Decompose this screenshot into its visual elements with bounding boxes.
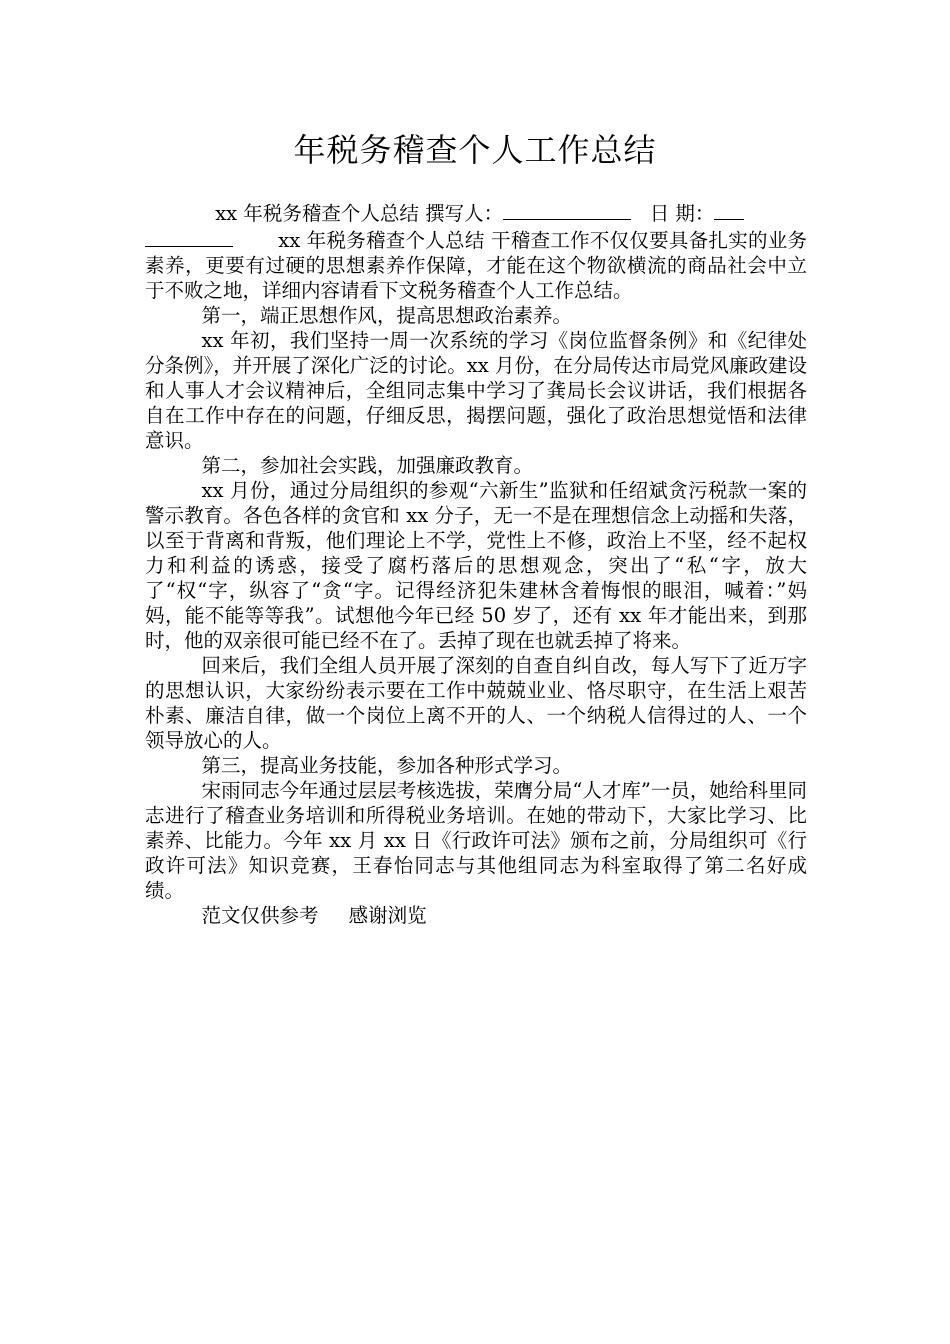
section-heading-1: 第一，端正思想作风，提高思想政治素养。 xyxy=(201,304,573,327)
date-label: 日 期： xyxy=(649,202,715,225)
paragraph-1: xx 年初，我们坚持一周一次系统的学习《岗位监督条例》和《纪律处分条例》，并开展了深化广泛的讨论。xx 月份，在分局传达市局党风廉政建设和人事人才会议精神后，全组同志集中学习了龚局长会议讲话，我们根据各自在工作中存在的问题，仔细反思，揭摆问题，强化了政治思想觉悟和法律意识。 xyxy=(145,329,807,452)
document-title: 年税务稽查个人工作总结 xyxy=(293,131,657,169)
footer-reference-text: 范文仅供参考 xyxy=(201,904,319,927)
section-heading-2: 第二，参加社会实践，加强廉政教育。 xyxy=(201,454,534,477)
document-body xyxy=(145,199,807,928)
footer-thanks-text: 感谢浏览 xyxy=(348,904,427,927)
footer-note xyxy=(145,903,807,928)
paragraph-2: xx 月份，通过分局组织的参观“六新生”监狱和任绍斌贪污税款一案的警示教育。各色各样的贪官和 xx 分子，无一不是在理想信念上动摇和失落，以至于背离和背叛，他们理论上不学，党性上不修，政治上不坚，经不起权力和利益的诱惑，接受了腐朽落后的思想观念，突出了“私“字，放大了“权“字，纵容了“贪“字。记得经济犯朱建林含着悔恨的眼泪，喊着：”妈妈，能不能等等我”。试想他今年已经 50 岁了，还有 xx 年才能出来，到那时，他的双亲很可能已经不在了。丢掉了现在也就丢掉了将来。 xyxy=(145,479,807,652)
date-blank xyxy=(714,199,744,220)
header-paragraph xyxy=(145,199,807,303)
header-summary-label: xx 年税务稽查个人总结 撰写人： xyxy=(215,202,504,225)
intro-text: xx 年税务稽查个人总结 干稽查工作不仅仅要具备扎实的业务素养，更要有过硬的思想素养作保障，才能在这个物欲横流的商品社会中立于不败之地，详细内容请看下文税务稽查个人工作总结。 xyxy=(145,229,807,302)
author-blank xyxy=(503,199,631,220)
paragraph-3: 回来后，我们全组人员开展了深刻的自查自纠自改，每人写下了近万字的思想认识，大家纷纷表示要在工作中兢兢业业、恪尽职守，在生活上艰苦朴素、廉洁自律，做一个岗位上离不开的人、一个纳税人信得过的人、一个领导放心的人。 xyxy=(145,654,807,752)
date-blank-continuation xyxy=(145,226,233,247)
section-heading-3: 第三，提高业务技能，参加各种形式学习。 xyxy=(201,754,573,777)
paragraph-4: 宋雨同志今年通过层层考核选拔，荣膺分局“人才库”一员，她给科里同志进行了稽查业务培训和所得税业务培训。在她的带动下，大家比学习、比素养、比能力。今年 xx 月 xx 日《行政许可法》颁布之前，分局组织可《行政许可法》知识竞赛，王春怡同志与其他组同志为科室取得了第二名好成绩。 xyxy=(145,779,807,902)
